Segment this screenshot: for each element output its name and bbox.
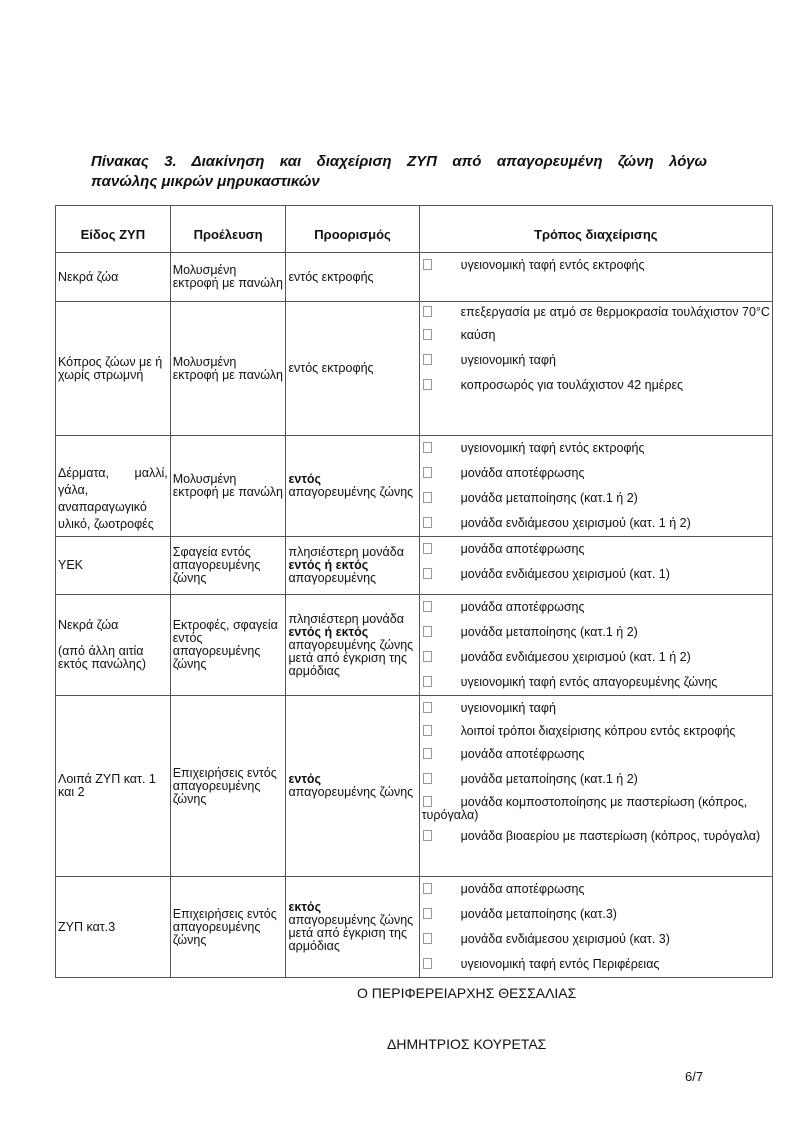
method-item [422, 442, 770, 455]
cell-destination [286, 595, 419, 696]
method-list [422, 537, 770, 587]
method-item [422, 958, 770, 971]
method-text: υγειονομική ταφή [460, 701, 556, 715]
destination-text [288, 271, 416, 284]
checkbox-square-icon [423, 725, 432, 736]
method-text: μονάδα ενδιάμεσου χειρισμού (κατ. 1 ή 2) [460, 516, 691, 530]
origin-text: Μολυσμένη εκτροφή με πανώλη [172, 263, 283, 290]
checkbox-square-icon [423, 379, 432, 390]
header-origin: Προέλευση [170, 206, 286, 253]
signature-title: Ο ΠΕΡΙΦΕΡΕΙΑΡΧΗΣ ΘΕΣΣΑΛΙΑΣ [357, 985, 577, 1001]
checkbox-square-icon [423, 259, 432, 270]
method-item [422, 467, 770, 480]
checkbox-square-icon [423, 517, 432, 528]
checkbox-square-icon [423, 773, 432, 784]
cell-origin [170, 595, 286, 696]
cell-type [56, 877, 171, 978]
method-text: μονάδα μεταποίησης (κατ.1 ή 2) [460, 625, 638, 639]
checkbox-square-icon [423, 958, 432, 969]
method-text: υγειονομική ταφή [460, 353, 556, 367]
method-text: μονάδα ενδιάμεσου χειρισμού (κατ. 1) [460, 567, 670, 581]
checkbox-square-icon [423, 702, 432, 713]
cell-methods [419, 253, 772, 302]
method-item [422, 329, 770, 342]
type-text: ΥΕΚ [58, 558, 84, 572]
method-item [422, 543, 770, 556]
destination-text [288, 473, 416, 499]
cell-methods [419, 595, 772, 696]
method-text: υγειονομική ταφή εντός Περιφέρειας [460, 957, 660, 971]
cell-origin [170, 877, 286, 978]
caption-line-2: πανώλης μικρών μηρυκαστικών [91, 173, 320, 190]
method-text: μονάδα ενδιάμεσου χειρισμού (κατ. 3) [460, 932, 670, 946]
method-text: μονάδα μεταποίησης (κατ.3) [460, 907, 617, 921]
method-item [422, 725, 770, 738]
destination-bold: εντός ή εκτός [288, 558, 369, 572]
method-list [422, 302, 770, 398]
type-text: ΖΥΠ κατ.3 [58, 919, 116, 934]
method-text: μονάδα βιοαερίου με παστερίωση (κόπρος, τυρόγαλα) [460, 829, 761, 843]
checkbox-square-icon [423, 601, 432, 612]
table-row [56, 696, 773, 877]
destination-prefix: πλησιέστερη μονάδα [288, 545, 404, 559]
checkbox-square-icon [423, 442, 432, 453]
destination-rest: απαγορευμένης ζώνης μετά από έγκριση της αρμόδιας [288, 913, 414, 953]
origin-text: Εκτροφές, σφαγεία εντός απαγορευμένης ζώνης [172, 618, 278, 671]
checkbox-square-icon [423, 883, 432, 894]
checkbox-square-icon [423, 354, 432, 365]
destination-rest: εντός εκτροφής [288, 269, 374, 284]
destination-rest: απαγορευμένης ζώνης [288, 785, 414, 799]
table-row [56, 253, 773, 302]
origin-text: Επιχειρήσεις εντός απαγορευμένης ζώνης [172, 906, 277, 947]
destination-prefix: πλησιέστερη μονάδα [288, 611, 404, 626]
origin-text: Μολυσμένη εκτροφή με πανώλη [172, 354, 283, 382]
destination-text [288, 546, 416, 585]
cell-destination [286, 537, 419, 595]
checkbox-square-icon [423, 329, 432, 340]
checkbox-square-icon [423, 796, 432, 807]
method-item [422, 773, 770, 786]
table-header-row [56, 206, 773, 253]
destination-bold: εντός [288, 472, 322, 486]
header-destination: Προορισμός [286, 206, 419, 253]
method-item [422, 830, 770, 843]
checkbox-square-icon [423, 830, 432, 841]
table-row [56, 595, 773, 696]
caption-line-1: Πίνακας 3. Διακίνηση και διαχείριση ΖΥΠ από απαγορευμένη ζώνη λόγω [91, 153, 707, 170]
cell-destination [286, 877, 419, 978]
method-text: καύση [460, 328, 496, 342]
method-text: λοιποί τρόποι διαχείρισης κόπρου εντός εκτροφής [460, 724, 736, 738]
method-text: μονάδα μεταποίησης (κατ.1 ή 2) [460, 491, 638, 505]
zyp-management-table [55, 205, 773, 978]
table-caption [91, 152, 707, 192]
method-item [422, 748, 770, 761]
method-text: μονάδα ενδιάμεσου χειρισμού (κατ. 1 ή 2) [460, 650, 691, 664]
page-number: 6/7 [685, 1069, 704, 1084]
method-text: μονάδα αποτέφρωσης [460, 747, 585, 761]
checkbox-square-icon [423, 626, 432, 637]
method-text: μονάδα μεταποίησης (κατ.1 ή 2) [460, 772, 638, 786]
cell-type [56, 696, 171, 877]
signature-name: ΔΗΜΗΤΡΙΟΣ ΚΟΥΡΕΤΑΣ [387, 1036, 547, 1052]
method-text: υγειονομική ταφή εντός απαγορευμένης ζώνης [460, 675, 718, 689]
table-row [56, 436, 773, 537]
destination-text [288, 613, 416, 678]
destination-bold: εντός ή εκτός [288, 624, 369, 639]
method-list [422, 877, 770, 977]
cell-destination [286, 696, 419, 877]
cell-methods [419, 436, 772, 537]
type-text: Νεκρά ζώα [58, 618, 119, 632]
type-text: Νεκρά ζώα [58, 269, 119, 284]
origin-text: Σφαγεία εντός απαγορευμένης ζώνης [172, 545, 261, 585]
method-item [422, 379, 770, 392]
method-item [422, 702, 770, 715]
cell-origin [170, 696, 286, 877]
cell-methods [419, 537, 772, 595]
destination-rest: απαγορευμένης ζώνης μετά από έγκριση της αρμόδιας [288, 637, 414, 678]
method-text: μονάδα αποτέφρωσης [460, 882, 585, 896]
origin-text: Μολυσμένη εκτροφή με πανώλη [172, 472, 283, 499]
checkbox-square-icon [423, 933, 432, 944]
destination-text [288, 773, 416, 799]
cell-origin [170, 302, 286, 436]
checkbox-square-icon [423, 492, 432, 503]
table-row [56, 302, 773, 436]
method-item [422, 259, 770, 272]
method-item [422, 601, 770, 614]
cell-type [56, 302, 171, 436]
method-item [422, 883, 770, 896]
method-item [422, 306, 770, 319]
cell-methods [419, 877, 772, 978]
method-text: μονάδα αποτέφρωσης [460, 542, 585, 556]
cell-destination [286, 302, 419, 436]
method-text: μονάδα αποτέφρωσης [460, 600, 585, 614]
checkbox-square-icon [423, 651, 432, 662]
method-item [422, 517, 770, 530]
cell-origin [170, 253, 286, 302]
destination-rest: απαγορευμένης [288, 571, 377, 585]
cell-origin [170, 436, 286, 537]
method-list [422, 696, 770, 847]
header-method: Τρόπος διαχείρισης [419, 206, 772, 253]
type-text: Λοιπά ΖΥΠ κατ. 1 και 2 [58, 772, 156, 799]
destination-rest: απαγορευμένης ζώνης [288, 485, 414, 499]
method-text: μονάδα αποτέφρωσης [460, 466, 585, 480]
checkbox-square-icon [423, 568, 432, 579]
cell-destination [286, 436, 419, 537]
table-row [56, 537, 773, 595]
method-list [422, 436, 770, 536]
method-item [422, 651, 770, 664]
method-list [422, 253, 770, 278]
method-text: υγειονομική ταφή εντός εκτροφής [460, 258, 645, 272]
method-text: υγειονομική ταφή εντός εκτροφής [460, 441, 645, 455]
type-note: (από άλλη αιτία εκτός πανώλης) [58, 644, 147, 671]
origin-text: Επιχειρήσεις εντός απαγορευμένης ζώνης [172, 765, 277, 806]
table-row [56, 877, 773, 978]
method-item [422, 354, 770, 367]
checkbox-square-icon [423, 676, 432, 687]
type-text: Δέρματα, μαλλί, γάλα, αναπαραγωγικό υλικό, ζωοτροφές [58, 466, 168, 531]
method-item [422, 676, 770, 689]
cell-methods [419, 696, 772, 877]
method-item [422, 933, 770, 946]
cell-origin [170, 537, 286, 595]
cell-destination [286, 253, 419, 302]
cell-type [56, 436, 171, 537]
destination-text [288, 362, 416, 375]
header-type: Είδος ΖΥΠ [56, 206, 171, 253]
method-list [422, 595, 770, 695]
destination-rest: εντός εκτροφής [288, 361, 374, 375]
destination-bold: εκτός [288, 900, 322, 914]
destination-text [288, 901, 416, 953]
checkbox-square-icon [423, 748, 432, 759]
cell-methods [419, 302, 772, 436]
checkbox-square-icon [423, 467, 432, 478]
cell-type [56, 537, 171, 595]
cell-type [56, 595, 171, 696]
method-item [422, 796, 770, 822]
checkbox-square-icon [423, 306, 432, 317]
method-text: επεξεργασία με ατμό σε θερμοκρασία τουλάχιστον 70°C [460, 305, 770, 319]
type-text: Κόπρος ζώων με ή χωρίς στρωμνή [58, 354, 163, 382]
method-text: μονάδα κομποστοποίησης με παστερίωση (κόπρος, τυρόγαλα) [421, 795, 748, 822]
cell-type [56, 253, 171, 302]
method-item [422, 908, 770, 921]
method-item [422, 626, 770, 639]
method-item [422, 492, 770, 505]
checkbox-square-icon [423, 908, 432, 919]
checkbox-square-icon [423, 543, 432, 554]
method-text: κοπροσωρός για τουλάχιστον 42 ημέρες [460, 378, 684, 392]
method-item [422, 568, 770, 581]
destination-bold: εντός [288, 772, 322, 786]
